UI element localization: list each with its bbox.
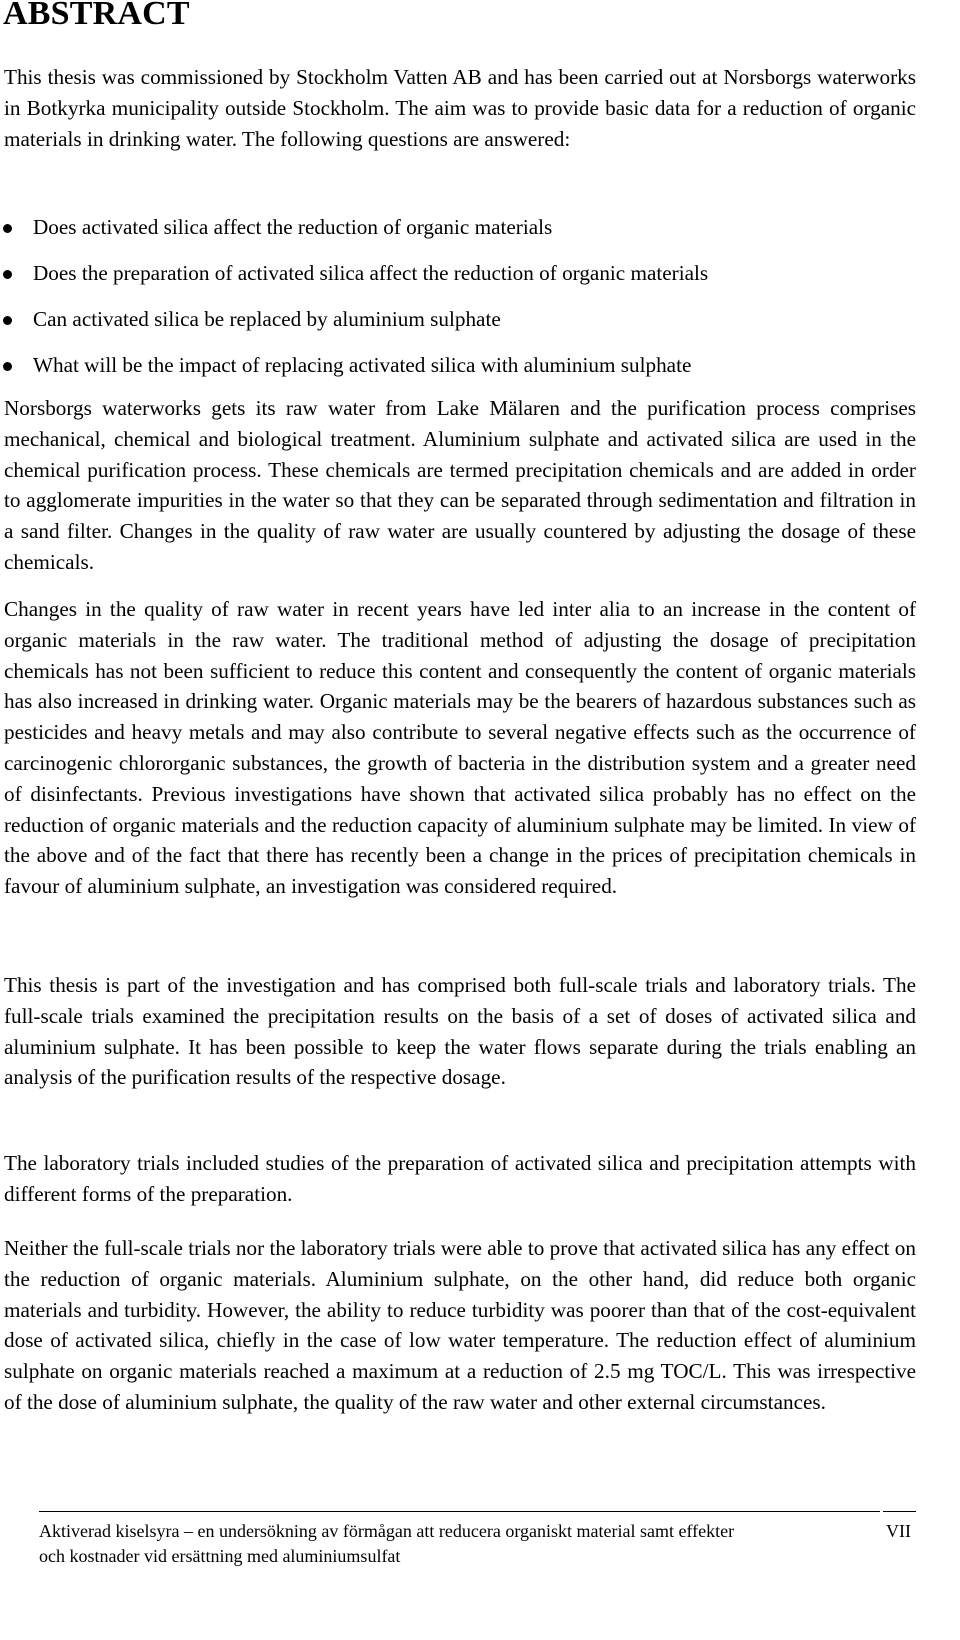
questions-list xyxy=(0,212,920,396)
bullet-icon xyxy=(3,224,12,233)
bullet-icon xyxy=(3,270,12,279)
intro-paragraph: This thesis was commissioned by Stockholm Vatten AB and has been carried out at Norsborgs waterworks in Botkyrka municipality outside Stockholm. The aim was to provide basic data for a reduction of organic materials in drinking water. The following questions are answered: xyxy=(4,65,916,151)
body-paragraph: The laboratory trials included studies of the preparation of activated silica and precipitation attempts with different forms of the preparation. xyxy=(4,1151,916,1206)
list-item xyxy=(0,258,920,304)
list-item xyxy=(0,212,920,258)
body-paragraph: Norsborgs waterworks gets its raw water from Lake Mälaren and the purification process comprises mechanical, chemical and biological treatment. Aluminium sulphate and activated silica are used in the chemical purification process. These chemicals are termed precipitation chemicals and are added in order to agglomerate impurities in the water so that they can be separated through sedimentation and filtration in a sand filter. Changes in the quality of raw water are usually countered by adjusting the dosage of these chemicals. xyxy=(4,396,916,574)
list-item xyxy=(0,304,920,350)
footer-divider xyxy=(39,1511,916,1512)
footer-line: och kostnader vid ersättning med aluminiumsulfat xyxy=(39,1546,401,1566)
footer-divider-gap xyxy=(880,1509,883,1514)
list-item xyxy=(0,350,920,396)
bullet-icon xyxy=(3,316,12,325)
footer-line: Aktiverad kiselsyra – en undersökning av förmågan att reducera organiskt material samt effekter xyxy=(39,1521,735,1541)
body-paragraph: This thesis is part of the investigation and has comprised both full-scale trials and laboratory trials. The full-scale trials examined the precipitation results on the basis of a set of doses of activated silica and aluminium sulphate. It has been possible to keep the water flows separate during the trials enabling an analysis of the purification results of the respective dosage. xyxy=(4,973,916,1090)
body-paragraph: Changes in the quality of raw water in recent years have led inter alia to an increase in the content of organic materials in the raw water. The traditional method of adjusting the dosage of precipitation chemicals has not been sufficient to reduce this content and consequently the content of organic materials has also increased in drinking water. Organic materials may be the bearers of hazardous substances such as pesticides and heavy metals and may also contribute to several negative effects such as the occurrence of carcinogenic chlororganic substances, the growth of bacteria in the distribution system and a greater need of disinfectants. Previous investigations have shown that activated silica probably has no effect on the reduction of organic materials and the reduction capacity of aluminium sulphate may be limited. In view of the above and of the fact that there has recently been a change in the prices of precipitation chemicals in favour of aluminium sulphate, an investigation was considered required. xyxy=(4,597,916,899)
page-title: ABSTRACT xyxy=(3,0,190,32)
list-item-text: Does the preparation of activated silica affect the reduction of organic materials xyxy=(33,261,709,285)
body-paragraph: Neither the full-scale trials nor the laboratory trials were able to prove that activated silica has any effect on the reduction of organic materials. Aluminium sulphate, on the other hand, did reduce both organic materials and turbidity. However, the ability to reduce turbidity was poorer than that of the cost-equivalent dose of activated silica, chiefly in the case of low water temperature. The reduction effect of aluminium sulphate on organic materials reached a maximum at a reduction of 2.5 mg TOC/L. This was irrespective of the dose of aluminium sulphate, the quality of the raw water and other external circumstances. xyxy=(4,1236,916,1414)
bullet-icon xyxy=(3,362,12,371)
footer-title xyxy=(39,1519,879,1569)
list-item-text: What will be the impact of replacing activated silica with aluminium sulphate xyxy=(33,353,692,377)
list-item-text: Can activated silica be replaced by aluminium sulphate xyxy=(33,307,501,331)
page-number: VII xyxy=(886,1521,911,1541)
list-item-text: Does activated silica affect the reduction of organic materials xyxy=(33,215,553,239)
